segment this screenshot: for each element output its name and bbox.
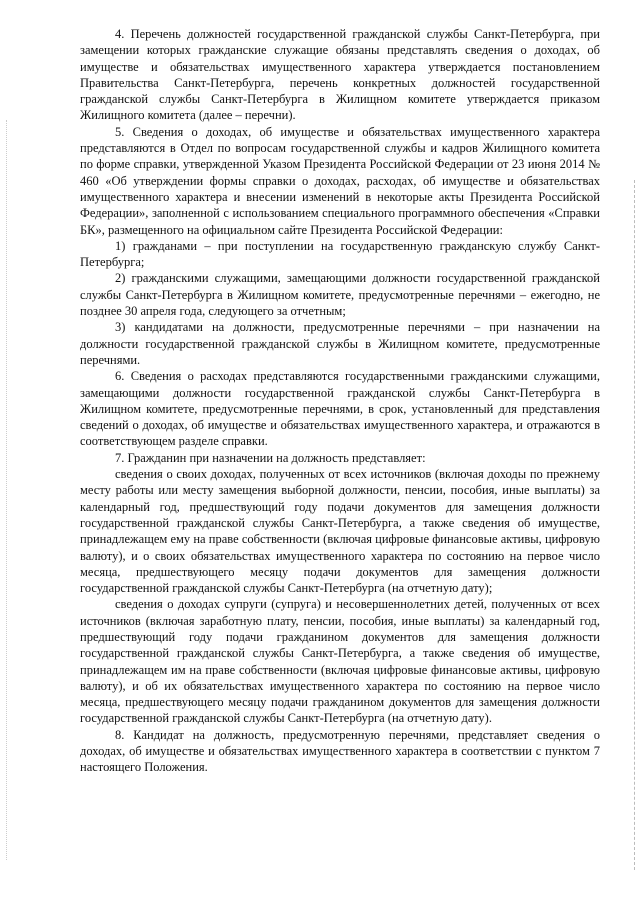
paragraph-4: 4. Перечень должностей государственной гражданской службы Санкт-Петербурга, при замещении которых гражданские служащие обязаны представлять сведения о доходах, об имуществе и обязательствах имущественного характера утверждается постановлением Правительства Санкт-Петербурга, перечень конкретных должностей государственной гражданской службы Санкт-Петербурга в Жилищном комитете утверждается приказом Жилищного комитета (далее – перечни). bbox=[80, 27, 600, 123]
paragraph-7-own-income: сведения о своих доходах, полученных от всех источников (включая доходы по прежнему месту работы или месту замещения выборной должности, пенсии, пособия, иные выплаты) за календарный год, предшествующий году подачи документов для замещения должности государственной гражданской службы Санкт-Петербурга, а также сведения об имуществе, принадлежащем ему на праве собственности (включая цифровые финансовые активы, цифровую валюту), и о своих обязательствах имущественного характера по состоянию на первое число месяца, предшествующего месяцу подачи документов для замещения должности государственной гражданской службы Санкт-Петербурга (на отчетную дату); bbox=[80, 467, 600, 596]
paragraph-5-item-3: 3) кандидатами на должности, предусмотренные перечнями – при назначении на должности государственной гражданской службы в Жилищном комитете, предусмотренные перечнями. bbox=[80, 320, 600, 367]
paragraph-8: 8. Кандидат на должность, предусмотренную перечнями, представляет сведения о доходах, об имуществе и обязательствах имущественного характера в соответствии с пунктом 7 настоящего Положения. bbox=[80, 727, 600, 775]
paragraph-5: 5. Сведения о доходах, об имуществе и обязательствах имущественного характера представляются в Отдел по вопросам государственной службы и кадров Жилищного комитета по форме справки, утвержденной Указом Президента Российской Федерации от 23 июня 2014 № 460 «Об утверждении формы справки о доходах, расходах, об имуществе и обязательствах имущественного характера и внесении изменений в некоторые акты Президента Российской Федерации», заполненной с использованием специального программного обеспечения «Справки БК», размещенного на официальном сайте Президента Российской Федерации: bbox=[80, 124, 600, 237]
paragraph-7-family-income: сведения о доходах супруги (супруга) и несовершеннолетних детей, полученных от всех источников (включая заработную плату, пенсии, пособия, иные выплаты) за календарный год, предшествующий году подачи гражданином документов для замещения должности государственной гражданской службы Санкт-Петербурга, а также сведения об имуществе, принадлежащем им на праве собственности (включая цифровые финансовые активы, цифровую валюту), и об их обязательствах имущественного характера по состоянию на первое число месяца, предшествующего месяцу подачи гражданином документов для замещения должности государственной гражданской службы Санкт-Петербурга (на отчетную дату). bbox=[80, 597, 600, 726]
paragraph-6: 6. Сведения о расходах представляются государственными гражданскими служащими, замещающими должности государственной гражданской службы Санкт-Петербурга в Жилищном комитете, предусмотренные перечнями, в срок, установленный для представления сведений о доходах, об имуществе и обязательствах имущественного характера, и отражаются в соответствующем разделе справки. bbox=[80, 369, 600, 449]
paragraph-5-item-2: 2) гражданскими служащими, замещающими должности государственной гражданской службы Санкт-Петербурга в Жилищном комитете, предусмотренные перечнями – ежегодно, не позднее 30 апреля года, следующего за отчетным; bbox=[80, 271, 600, 319]
scan-edge-left bbox=[6, 120, 8, 860]
paragraph-5-item-1: 1) гражданами – при поступлении на государственную гражданскую службу Санкт-Петербурга; bbox=[80, 238, 600, 270]
scan-edge-right bbox=[634, 180, 636, 870]
paragraph-7: 7. Гражданин при назначении на должность представляет: bbox=[115, 450, 426, 465]
